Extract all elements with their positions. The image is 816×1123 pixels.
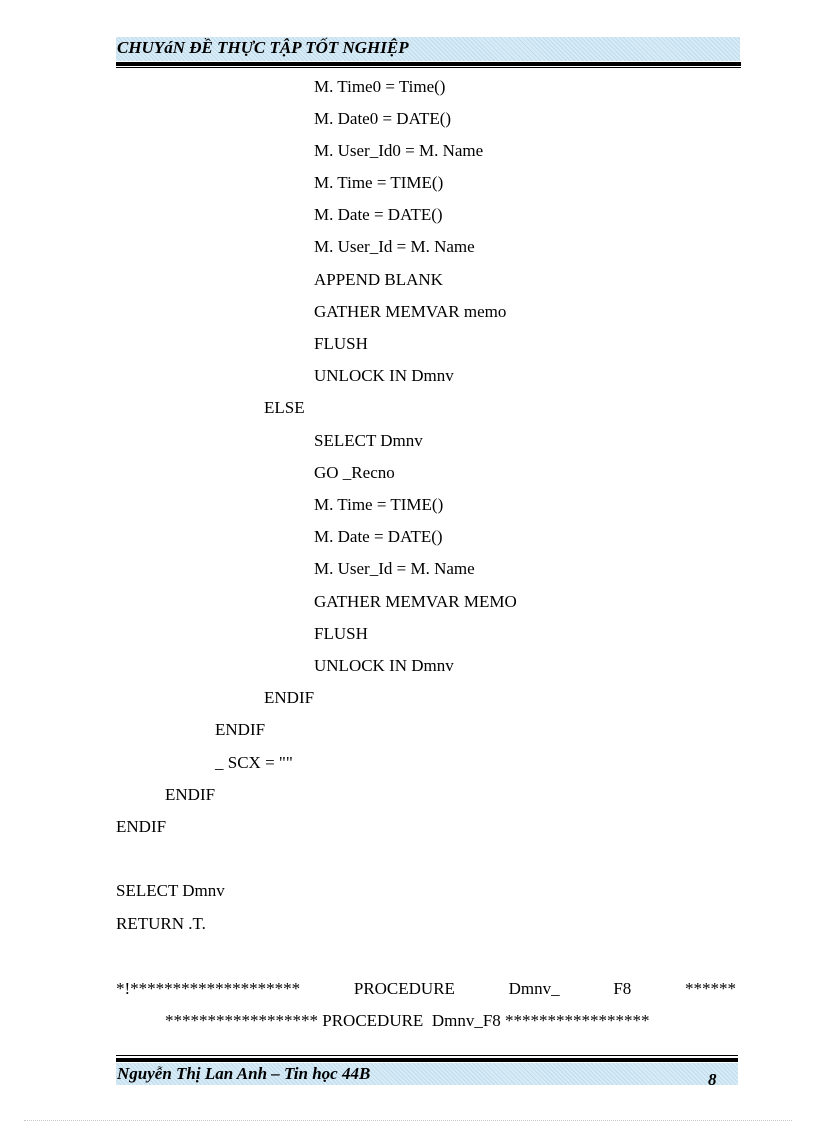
code-line: FLUSH (314, 334, 368, 353)
code-line: SELECT Dmnv (116, 881, 225, 900)
footer-rule-thin (116, 1055, 738, 1056)
procedure-stars-right: ****** (684, 979, 736, 998)
code-line: UNLOCK IN Dmnv (314, 366, 454, 385)
procedure-stars-left: *!******************** (116, 979, 301, 998)
code-line: M. User_Id = M. Name (314, 559, 475, 578)
code-line: ENDIF (116, 817, 167, 836)
code-line: M. Time = TIME() (314, 173, 444, 192)
code-line: M. Date0 = DATE() (314, 109, 452, 128)
page-edge-divider (24, 1120, 792, 1121)
procedure-keyword: PROCEDURE (353, 979, 455, 998)
code-line: GATHER MEMVAR memo (314, 302, 507, 321)
code-line: ENDIF (165, 785, 216, 804)
code-line: SELECT Dmnv (314, 431, 423, 450)
code-line: ENDIF (215, 720, 266, 739)
code-line: M. Date = DATE() (314, 527, 443, 546)
footer-author: Nguyễn Thị Lan Anh – Tin học 44B (117, 1064, 371, 1083)
code-line: GATHER MEMVAR MEMO (314, 592, 517, 611)
procedure-suffix: F8 (613, 979, 632, 998)
procedure-name: Dmnv_ (508, 979, 560, 998)
procedure-comment-line (116, 979, 736, 999)
header-rule-thin (116, 67, 741, 68)
footer-rule (116, 1058, 738, 1062)
code-line: RETURN .T. (116, 914, 206, 933)
code-line: GO _Recno (314, 463, 395, 482)
procedure-comment-line-2: ****************** PROCEDURE Dmnv_F8 ***************** (165, 1011, 650, 1030)
code-line: M. Time = TIME() (314, 495, 444, 514)
code-line: FLUSH (314, 624, 368, 643)
page-number: 8 (708, 1070, 717, 1089)
header-title: CHUYáN ĐỀ THỰC TẬP TỐT NGHIỆP (117, 38, 409, 57)
code-line: ENDIF (264, 688, 315, 707)
code-line: _ SCX = "" (215, 753, 293, 772)
code-line: ELSE (264, 398, 305, 417)
header-rule (116, 62, 741, 66)
code-line: M. Time0 = Time() (314, 77, 446, 96)
code-line: M. Date = DATE() (314, 205, 443, 224)
code-line: M. User_Id0 = M. Name (314, 141, 484, 160)
code-line: APPEND BLANK (314, 270, 443, 289)
code-line: M. User_Id = M. Name (314, 237, 475, 256)
code-line: UNLOCK IN Dmnv (314, 656, 454, 675)
